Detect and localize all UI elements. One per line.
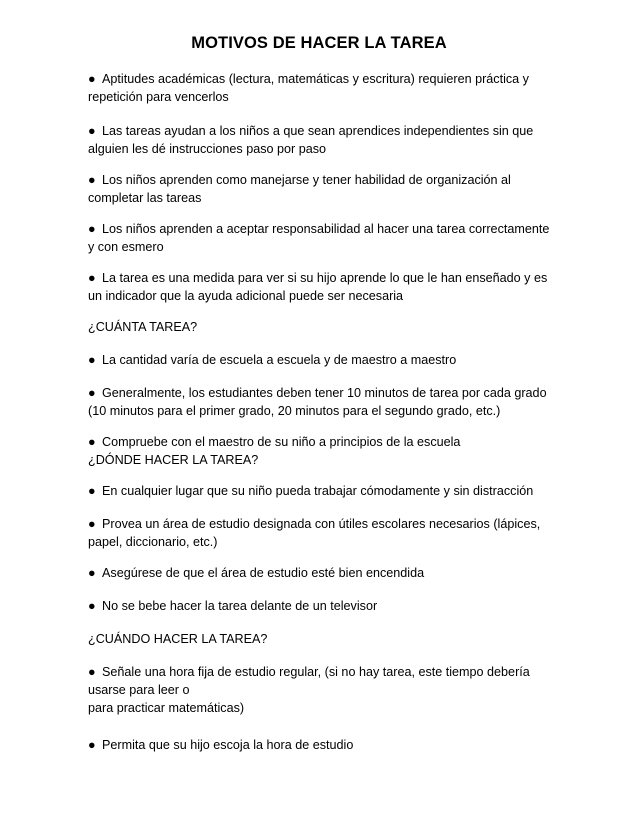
line-text: repetición para vencerlos <box>88 90 229 104</box>
text-line <box>88 351 558 369</box>
bullet-icon: ● <box>88 517 96 531</box>
bullet-icon: ● <box>88 353 96 367</box>
section-heading <box>88 630 558 648</box>
text-line <box>88 451 558 469</box>
bullet-icon: ● <box>88 173 96 187</box>
text-line <box>88 515 558 533</box>
line-text: para practicar matemáticas) <box>88 701 245 715</box>
bullet-item <box>88 171 558 207</box>
text-line <box>88 238 558 256</box>
bullet-icon: ● <box>88 738 96 752</box>
text-line <box>88 681 558 699</box>
text-line <box>88 736 558 754</box>
line-text: papel, diccionario, etc.) <box>88 535 218 549</box>
line-text: y con esmero <box>88 240 164 254</box>
text-line <box>88 402 558 420</box>
bullet-icon: ● <box>88 124 96 138</box>
page-title: MOTIVOS DE HACER LA TAREA <box>191 34 447 52</box>
text-line <box>88 597 558 615</box>
bullet-item <box>88 269 558 305</box>
text-line <box>88 318 558 336</box>
line-text: Asegúrese de que el área de estudio esté bien encendida <box>102 566 425 580</box>
line-text: ¿DÓNDE HACER LA TAREA? <box>88 453 259 467</box>
line-text: ¿CUÁNDO HACER LA TAREA? <box>88 632 268 646</box>
line-text: (10 minutos para el primer grado, 20 minutos para el segundo grado, etc.) <box>88 404 501 418</box>
bullet-item <box>88 597 558 615</box>
bullet-icon: ● <box>88 271 96 285</box>
text-line <box>88 630 558 648</box>
bullet-icon: ● <box>88 566 96 580</box>
line-text: La cantidad varía de escuela a escuela y de maestro a maestro <box>102 353 457 367</box>
text-line <box>88 189 558 207</box>
line-text: completar las tareas <box>88 191 202 205</box>
line-text: Los niños aprenden a aceptar responsabilidad al hacer una tarea correctamente <box>102 222 550 236</box>
text-line <box>88 433 558 451</box>
text-line <box>88 122 558 140</box>
line-text: Generalmente, los estudiantes deben tener 10 minutos de tarea por cada grado <box>102 386 547 400</box>
line-text: No se bebe hacer la tarea delante de un televisor <box>102 599 378 613</box>
text-line <box>88 663 558 681</box>
bullet-item <box>88 220 558 256</box>
bullet-item <box>88 663 558 717</box>
bullet-item <box>88 482 558 500</box>
line-text: un indicador que la ayuda adicional puede ser necesaria <box>88 289 404 303</box>
text-line <box>88 533 558 551</box>
line-text: usarse para leer o <box>88 683 190 697</box>
text-line <box>88 70 558 88</box>
line-text: Compruebe con el maestro de su niño a principios de la escuela <box>102 435 461 449</box>
line-text: Las tareas ayudan a los niños a que sean aprendices independientes sin que <box>102 124 534 138</box>
text-line <box>88 88 558 106</box>
bullet-icon: ● <box>88 484 96 498</box>
line-text: alguien les dé instrucciones paso por paso <box>88 142 327 156</box>
bullet-item <box>88 384 558 420</box>
text-line <box>88 564 558 582</box>
section-heading <box>88 318 558 336</box>
bullet-item <box>88 122 558 158</box>
text-line <box>88 220 558 238</box>
bullet-item <box>88 351 558 369</box>
bullet-item <box>88 433 558 469</box>
text-line <box>88 269 558 287</box>
bullet-icon: ● <box>88 222 96 236</box>
bullet-icon: ● <box>88 435 96 449</box>
bullet-item <box>88 515 558 551</box>
bullet-item <box>88 736 558 754</box>
bullet-item <box>88 564 558 582</box>
line-text: La tarea es una medida para ver si su hijo aprende lo que le han enseñado y es <box>102 271 548 285</box>
text-line <box>88 140 558 158</box>
bullet-icon: ● <box>88 386 96 400</box>
line-text: Los niños aprenden como manejarse y tener habilidad de organización al <box>102 173 511 187</box>
bullet-icon: ● <box>88 665 96 679</box>
line-text: En cualquier lugar que su niño pueda trabajar cómodamente y sin distracción <box>102 484 534 498</box>
line-text: Señale una hora fija de estudio regular, (si no hay tarea, este tiempo debería <box>102 665 530 679</box>
line-text: ¿CUÁNTA TAREA? <box>88 320 198 334</box>
bullet-icon: ● <box>88 599 96 613</box>
line-text: Aptitudes académicas (lectura, matemáticas y escritura) requieren práctica y <box>102 72 529 86</box>
text-line <box>88 171 558 189</box>
text-line <box>88 699 558 717</box>
bullet-icon: ● <box>88 72 96 86</box>
line-text: Provea un área de estudio designada con útiles escolares necesarios (lápices, <box>102 517 541 531</box>
line-text: Permita que su hijo escoja la hora de estudio <box>102 738 354 752</box>
text-line <box>88 287 558 305</box>
text-line <box>88 482 558 500</box>
text-line <box>88 384 558 402</box>
bullet-item <box>88 70 558 106</box>
